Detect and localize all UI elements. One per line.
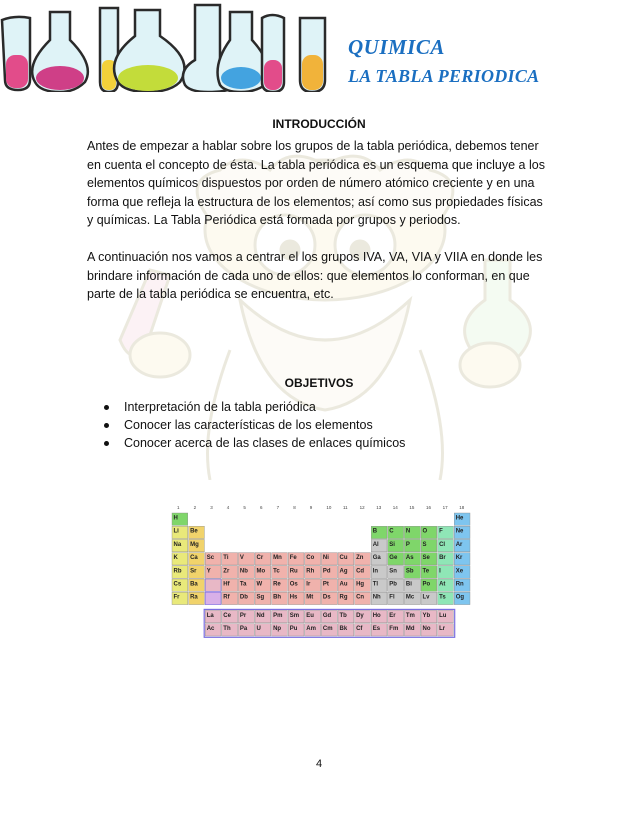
element-symbol: Bk: [339, 626, 348, 633]
element-symbol: C: [389, 528, 394, 535]
element-symbol: Ti: [223, 555, 229, 562]
series-placeholder-cell: [205, 592, 221, 604]
element-symbol: Hg: [356, 581, 365, 588]
objective-text: Conocer acerca de las clases de enlaces químicos: [124, 436, 406, 450]
element-symbol: Cs: [173, 581, 182, 588]
element-symbol: Th: [223, 626, 231, 633]
element-symbol: Ar: [455, 541, 463, 548]
series-placeholder-cell: [205, 579, 221, 591]
element-symbol: Kr: [455, 555, 463, 562]
element-symbol: Y: [206, 568, 211, 575]
element-symbol: Ir: [306, 581, 311, 588]
element-symbol: I: [439, 568, 441, 575]
group-number: 12: [359, 505, 365, 510]
group-number: 8: [293, 505, 296, 510]
element-symbol: Tl: [372, 581, 379, 588]
page-number: 4: [315, 758, 323, 770]
list-item: [100, 416, 405, 434]
element-symbol: Ho: [372, 612, 381, 619]
group-number: 9: [309, 505, 313, 510]
element-symbol: Mc: [405, 594, 415, 601]
element-symbol: Tm: [405, 612, 415, 619]
group-number: 1: [177, 505, 180, 510]
element-symbol: Nh: [372, 594, 381, 601]
element-symbol: Rf: [223, 594, 230, 601]
element-symbol: Nd: [256, 612, 265, 619]
element-symbol: Ru: [289, 568, 298, 575]
element-symbol: Cr: [256, 555, 264, 562]
element-symbol: Cm: [322, 626, 333, 633]
element-symbol: Br: [439, 555, 446, 562]
group-number: 5: [243, 505, 246, 510]
paragraph-line: y químicas. La Tabla Periódica está formada por grupos y periodos.: [87, 213, 461, 227]
element-symbol: Fe: [289, 555, 297, 562]
element-symbol: Eu: [306, 612, 314, 619]
element-symbol: Es: [372, 626, 381, 633]
element-symbol: Pb: [389, 581, 397, 588]
element-symbol: Ni: [322, 555, 329, 562]
element-symbol: Db: [239, 594, 248, 601]
element-symbol: Lu: [439, 612, 447, 619]
element-symbol: Er: [389, 612, 396, 619]
bullet-icon: [104, 441, 109, 446]
element-symbol: Se: [422, 555, 430, 562]
group-number: 17: [442, 505, 448, 510]
element-symbol: Ag: [339, 568, 348, 575]
element-symbol: Bi: [405, 581, 412, 588]
objectives-heading: OBJETIVOS: [284, 376, 354, 390]
paragraph-line: parte de la tabla periódica se encuentra, etc.: [87, 287, 334, 301]
element-symbol: Zn: [356, 555, 364, 562]
element-symbol: Re: [273, 581, 281, 588]
element-symbol: Pm: [273, 612, 283, 619]
list-item: [100, 434, 405, 452]
element-symbol: Li: [173, 528, 179, 535]
element-symbol: Al: [372, 541, 379, 548]
element-symbol: Ga: [372, 555, 381, 562]
element-symbol: Ba: [190, 581, 198, 588]
paragraph-line: en cuenta el concepto de ésta. La tabla periódica es un esquema que incluye a los: [87, 157, 545, 172]
element-symbol: Sg: [256, 594, 265, 601]
element-symbol: He: [455, 515, 464, 522]
element-symbol: Pr: [239, 612, 247, 619]
element-symbol: Sn: [389, 568, 397, 575]
group-number: 2: [193, 505, 197, 510]
element-symbol: Sb: [405, 568, 414, 575]
element-symbol: Pt: [322, 581, 329, 588]
element-symbol: Sr: [190, 568, 197, 575]
element-symbol: Na: [173, 541, 182, 548]
introduction-paragraph: [87, 137, 557, 230]
element-symbol: Rn: [455, 581, 464, 588]
element-symbol: Ds: [322, 594, 331, 601]
group-number: 15: [409, 505, 415, 510]
group-number: 13: [376, 505, 382, 510]
element-symbol: Ac: [206, 626, 215, 633]
element-symbol: P: [405, 541, 410, 548]
element-symbol: Mt: [306, 594, 314, 601]
element-symbol: Fl: [389, 594, 395, 601]
element-symbol: Te: [422, 568, 430, 575]
element-symbol: Ne: [455, 528, 464, 535]
element-symbol: Np: [273, 626, 282, 633]
introduction-heading: INTRODUCCIÓN: [272, 117, 366, 131]
element-symbol: S: [422, 541, 427, 548]
element-symbol: Ta: [239, 581, 247, 588]
group-number: 3: [210, 505, 213, 510]
element-symbol: Pd: [322, 568, 331, 575]
element-symbol: Nb: [239, 568, 248, 575]
element-symbol: Gd: [322, 612, 332, 619]
header-title: QUIMICA: [348, 35, 445, 59]
element-symbol: Be: [190, 528, 198, 535]
element-symbol: Cu: [339, 555, 348, 562]
element-symbol: Cf: [356, 626, 363, 633]
element-symbol: At: [439, 581, 446, 588]
element-symbol: Mg: [190, 541, 199, 548]
lab-flasks-banner: [0, 0, 350, 92]
element-symbol: Mo: [256, 568, 266, 575]
element-symbol: Ge: [389, 555, 398, 562]
element-symbol: Sc: [206, 555, 215, 562]
element-symbol: F: [439, 528, 443, 535]
element-symbol: K: [173, 555, 178, 562]
element-symbol: Mn: [273, 555, 282, 562]
element-symbol: Si: [389, 541, 395, 548]
element-symbol: Cn: [356, 594, 365, 601]
element-symbol: Ca: [190, 555, 198, 562]
group-number: 18: [459, 505, 465, 510]
element-symbol: Bh: [273, 594, 282, 601]
bullet-icon: [104, 405, 109, 410]
element-symbol: Zr: [223, 568, 230, 575]
element-symbol: Md: [405, 626, 415, 633]
group-number: 11: [343, 505, 348, 510]
element-symbol: Hs: [289, 594, 298, 601]
element-symbol: W: [256, 581, 263, 588]
element-symbol: Sm: [289, 612, 300, 619]
element-symbol: Cl: [439, 541, 446, 548]
element-symbol: Po: [422, 581, 431, 588]
element-symbol: O: [422, 528, 428, 535]
objective-text: Interpretación de la tabla periódica: [124, 400, 316, 414]
element-symbol: Lr: [439, 626, 446, 633]
paragraph-line: Antes de empezar a hablar sobre los grupos de la tabla periódica, debemos tener: [87, 139, 539, 153]
element-symbol: No: [422, 626, 431, 633]
element-symbol: Yb: [422, 612, 431, 619]
element-symbol: Dy: [356, 612, 364, 619]
element-symbol: Co: [306, 555, 315, 562]
element-symbol: Ce: [223, 612, 231, 619]
continuation-paragraph: [87, 248, 557, 304]
element-symbol: Rg: [339, 594, 348, 601]
element-symbol: N: [405, 528, 411, 535]
element-symbol: Fm: [389, 626, 399, 633]
element-symbol: La: [206, 612, 214, 619]
objective-text: Conocer las características de los elementos: [124, 418, 373, 432]
element-symbol: Pa: [239, 626, 248, 633]
element-symbol: Hf: [223, 581, 230, 588]
group-number: 16: [426, 505, 432, 510]
group-number: 6: [260, 505, 263, 510]
element-symbol: B: [372, 528, 378, 535]
element-symbol: Ra: [190, 594, 198, 601]
element-symbol: Os: [289, 581, 298, 588]
objectives-list: [100, 398, 405, 452]
element-symbol: V: [239, 555, 244, 562]
element-symbol: As: [405, 555, 414, 562]
element-symbol: H: [173, 515, 178, 522]
paragraph-line: brindare información de cada uno de ellos: que elementos lo conforman, en que: [87, 268, 530, 283]
paragraph-line: forma que refleja la estructura de los elementos; así como sus propiedades físicas: [87, 194, 543, 209]
list-item: [100, 398, 405, 416]
element-symbol: Fr: [173, 594, 180, 601]
element-symbol: Au: [339, 581, 348, 588]
element-symbol: Og: [455, 594, 465, 601]
paragraph-line: elementos químicos dispuestos por orden de número atómico creciente y en una: [87, 176, 535, 190]
element-symbol: Rb: [173, 568, 182, 575]
element-symbol: Am: [306, 626, 316, 633]
element-symbol: Lv: [422, 594, 430, 601]
periodic-table-image: [168, 503, 480, 649]
element-symbol: Tc: [273, 568, 280, 575]
element-symbol: Rh: [306, 568, 315, 575]
bullet-icon: [104, 423, 109, 428]
element-symbol: Cd: [356, 568, 365, 575]
group-number: 14: [392, 505, 398, 510]
group-number: 4: [226, 505, 230, 510]
element-symbol: Ts: [439, 594, 446, 601]
element-symbol: Xe: [455, 568, 464, 575]
paragraph-line: A continuación nos vamos a centrar el los grupos IVA, VA, VIA y VIIA en donde les: [87, 250, 543, 264]
group-number: 7: [276, 505, 280, 510]
group-number: 10: [326, 505, 332, 510]
element-symbol: Pu: [289, 626, 298, 633]
element-symbol: U: [256, 626, 261, 633]
element-symbol: Tb: [339, 612, 347, 619]
header-subtitle: LA TABLA PERIODICA: [348, 66, 540, 86]
element-symbol: In: [372, 568, 379, 575]
